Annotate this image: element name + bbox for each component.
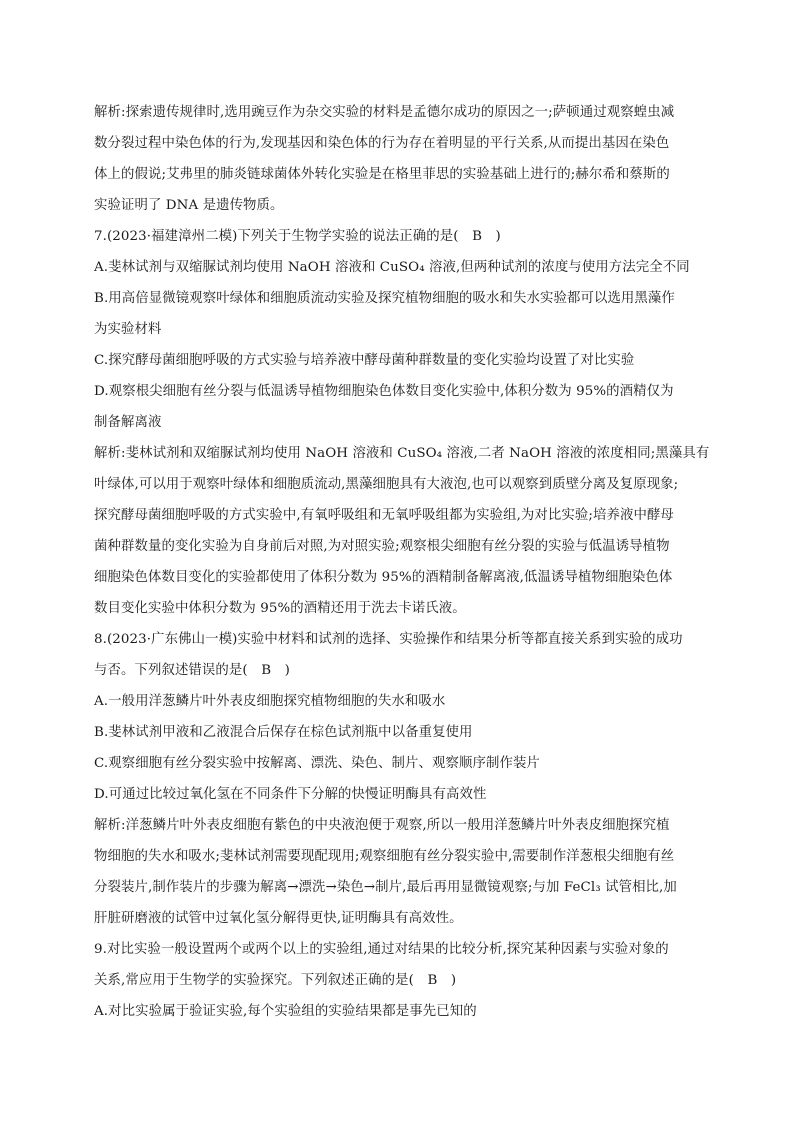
question-7-option-b-line-2: 为实验材料: [94, 322, 162, 337]
question-8-stem-line-2: 与否。下列叙述错误的是( B ): [94, 663, 290, 678]
analysis-6-line-2: 数分裂过程中染色体的行为,发现基因和染色体的行为存在着明显的平行关系,从而提出基因在染色: [94, 136, 670, 151]
question-7-option-b-line-1: B.用高倍显微镜观察叶绿体和细胞质流动实验及探究植物细胞的吸水和失水实验都可以选用黑藻作: [94, 291, 675, 306]
analysis-8-line-1: 解析:洋葱鳞片叶外表皮细胞有紫色的中央液泡便于观察,所以一般用洋葱鳞片叶外表皮细胞探究植: [94, 818, 670, 833]
analysis-8-line-3: 分裂装片,制作装片的步骤为解离→漂洗→染色→制片,最后再用显微镜观察;与加 FeCl₃ 试管相比,加: [94, 880, 677, 895]
analysis-6-line-3: 体上的假说;艾弗里的肺炎链球菌体外转化实验是在格里菲思的实验基础上进行的;赫尔希和蔡斯的: [94, 167, 670, 182]
analysis-7-line-4: 菌种群数量的变化实验为自身前后对照,为对照实验;观察根尖细胞有丝分裂的实验与低温诱导植物: [94, 539, 670, 554]
analysis-7-line-2: 叶绿体,可以用于观察叶绿体和细胞质流动,黑藻细胞具有大液泡,也可以观察到质壁分离及复原现象;: [94, 477, 679, 492]
question-7-option-d-line-1: D.观察根尖细胞有丝分裂与低温诱导植物细胞染色体数目变化实验中,体积分数为 95%的酒精仅为: [94, 384, 674, 399]
question-9-stem-line-1: 9.对比实验一般设置两个或两个以上的实验组,通过对结果的比较分析,探究某种因素与实验对象的: [94, 942, 669, 957]
analysis-8-line-4: 肝脏研磨液的试管中过氧化氢分解得更快,证明酶具有高效性。: [94, 911, 463, 926]
analysis-7-line-3: 探究酵母菌细胞呼吸的方式实验中,有氧呼吸组和无氧呼吸组都为实验组,为对比实验;培养液中酵母: [94, 508, 674, 523]
question-8-option-a: A.一般用洋葱鳞片叶外表皮细胞探究植物细胞的失水和吸水: [94, 694, 446, 709]
question-7-stem: 7.(2023·福建漳州二模)下列关于生物学实验的说法正确的是( B ): [94, 229, 501, 244]
question-8-stem-line-1: 8.(2023·广东佛山一模)实验中材料和试剂的选择、实验操作和结果分析等都直接关系到实验的成功: [94, 632, 683, 647]
analysis-7-line-1: 解析:斐林试剂和双缩脲试剂均使用 NaOH 溶液和 CuSO₄ 溶液,二者 NaOH 溶液的浓度相同;黑藻具有: [94, 446, 710, 461]
analysis-7-line-6: 数目变化实验中体积分数为 95%的酒精还用于洗去卡诺氏液。: [94, 601, 466, 616]
analysis-8-line-2: 物细胞的失水和吸水;斐林试剂需要现配现用;观察细胞有丝分裂实验中,需要制作洋葱根尖细胞有丝: [94, 849, 675, 864]
question-7-option-a: A.斐林试剂与双缩脲试剂均使用 NaOH 溶液和 CuSO₄ 溶液,但两种试剂的浓度与使用方法完全不同: [94, 260, 690, 275]
question-7-option-d-line-2: 制备解离液: [94, 415, 162, 430]
question-8-option-d: D.可通过比较过氧化氢在不同条件下分解的快慢证明酶具有高效性: [94, 787, 487, 802]
question-9-stem-line-2: 关系,常应用于生物学的实验探究。下列叙述正确的是( B ): [94, 973, 457, 988]
question-9-option-a: A.对比实验属于验证实验,每个实验组的实验结果都是事先已知的: [94, 1004, 477, 1019]
analysis-6-line-4: 实验证明了 DNA 是遗传物质。: [94, 198, 284, 213]
question-7-option-c: C.探究酵母菌细胞呼吸的方式实验与培养液中酵母菌种群数量的变化实验均设置了对比实验: [94, 353, 635, 368]
analysis-6-line-1: 解析:探索遗传规律时,选用豌豆作为杂交实验的材料是孟德尔成功的原因之一;萨顿通过观察蝗虫减: [94, 105, 675, 120]
question-8-option-b: B.斐林试剂甲液和乙液混合后保存在棕色试剂瓶中以备重复使用: [94, 725, 473, 740]
analysis-7-line-5: 细胞染色体数目变化的实验都使用了体积分数为 95%的酒精制备解离液,低温诱导植物细胞染色体: [94, 570, 673, 585]
question-8-option-c: C.观察细胞有丝分裂实验中按解离、漂洗、染色、制片、观察顺序制作装片: [94, 756, 540, 771]
